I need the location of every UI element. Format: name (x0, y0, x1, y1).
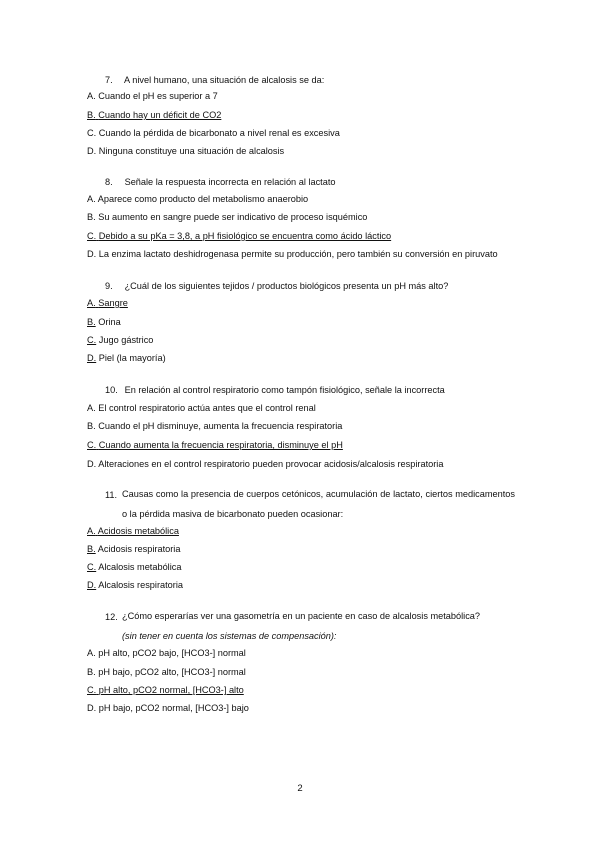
question-text: Señale la respuesta incorrecta en relación al lactato (124, 177, 336, 187)
question-text: En relación al control respiratorio como tampón fisiológico, señale la incorrecta (124, 385, 445, 395)
question-number: 10. (105, 385, 118, 395)
option-8b (87, 208, 527, 226)
option-letter: B. (87, 212, 96, 222)
option-text: Cuando el pH disminuye, aumenta la frecuencia respiratoria (98, 421, 343, 431)
option-letter: A. (87, 526, 96, 536)
option-7b (87, 106, 527, 124)
option-text: Cuando hay un déficit de CO2 (98, 110, 222, 120)
question-11 (105, 485, 515, 524)
option-11c (87, 558, 527, 576)
option-text: Jugo gástrico (98, 335, 154, 345)
page-number: 2 (297, 783, 303, 794)
option-letter: D. (87, 703, 97, 713)
option-letter: B. (87, 317, 96, 327)
question-10 (105, 380, 515, 400)
option-letter: C. (87, 562, 97, 572)
option-letter: D. (87, 580, 97, 590)
question-number: 11. (105, 490, 118, 500)
question-number: 7. (105, 75, 113, 85)
option-text: pH bajo, pCO2 alto, [HCO3-] normal (98, 667, 246, 677)
option-letter: D. (87, 459, 97, 469)
option-letter: B. (87, 544, 96, 554)
option-10a (87, 399, 527, 417)
option-8a (87, 190, 527, 208)
option-9b (87, 313, 527, 331)
option-text: pH alto, pCO2 bajo, [HCO3-] normal (98, 648, 246, 658)
question-text: Causas como la presencia de cuerpos cetónicos, acumulación de lactato, ciertos medicamentos o la pérdida masiva de bicarbonato pueden ocasionar: (122, 489, 515, 519)
option-letter: A. (87, 648, 96, 658)
option-text: La enzima lactato deshidrogenasa permite su producción, pero también su conversión en piruvato (98, 249, 498, 259)
option-letter: C. (87, 128, 97, 138)
option-12a (87, 644, 527, 662)
option-12b (87, 663, 527, 681)
option-text: Piel (la mayoría) (98, 353, 166, 363)
question-9 (105, 276, 515, 296)
question-text: A nivel humano, una situación de alcalosis se da: (124, 75, 325, 85)
option-letter: B. (87, 110, 96, 120)
option-text: Cuando la pérdida de bicarbonato a nivel renal es excesiva (98, 128, 340, 138)
option-letter: C. (87, 685, 97, 695)
option-text: pH alto, pCO2 normal, [HCO3-] alto (98, 685, 244, 695)
option-text: Orina (98, 317, 121, 327)
option-letter: A. (87, 194, 96, 204)
option-7c (87, 124, 527, 142)
question-number: 8. (105, 177, 113, 187)
option-letter: B. (87, 667, 96, 677)
option-9c (87, 331, 527, 349)
option-11a (87, 522, 527, 540)
option-text: Alcalosis metabólica (98, 562, 182, 572)
option-letter: C. (87, 335, 97, 345)
option-11b (87, 540, 527, 558)
option-7a (87, 87, 527, 105)
question-subtext: (sin tener en cuenta los sistemas de compensación): (122, 630, 337, 641)
option-7d (87, 142, 527, 160)
option-9d (87, 349, 527, 367)
option-letter: A. (87, 91, 96, 101)
option-8c (87, 227, 527, 245)
option-text: Ninguna constituye una situación de alcalosis (98, 146, 285, 156)
question-12 (105, 607, 515, 646)
option-letter: C. (87, 231, 97, 241)
option-text: Acidosis metabólica (97, 526, 179, 536)
option-10c (87, 436, 527, 454)
option-letter: C. (87, 440, 97, 450)
option-text: El control respiratorio actúa antes que el control renal (98, 403, 316, 413)
option-text: pH bajo, pCO2 normal, [HCO3-] bajo (98, 703, 249, 713)
option-10b (87, 417, 527, 435)
option-text: Cuando aumenta la frecuencia respiratoria, disminuye el pH (98, 440, 343, 450)
question-text: ¿Cómo esperarías ver una gasometría en un paciente en caso de alcalosis metabólica? (122, 611, 481, 621)
option-text: Debido a su pKa = 3,8, a pH fisiológico se encuentra como ácido láctico (98, 231, 392, 241)
option-11d (87, 576, 527, 594)
option-10d (87, 455, 527, 473)
option-12c (87, 681, 527, 699)
option-text: Acidosis respiratoria (97, 544, 181, 554)
option-9a (87, 294, 527, 312)
option-text: Alcalosis respiratoria (98, 580, 183, 590)
question-number: 9. (105, 281, 113, 291)
option-letter: B. (87, 421, 96, 431)
option-text: Cuando el pH es superior a 7 (98, 91, 218, 101)
option-8d (87, 245, 527, 263)
option-letter: D. (87, 353, 97, 363)
question-8 (105, 172, 515, 192)
option-letter: D. (87, 146, 97, 156)
option-letter: A. (87, 403, 96, 413)
option-text: Su aumento en sangre puede ser indicativo de proceso isquémico (98, 212, 368, 222)
option-12d (87, 699, 527, 717)
question-number: 12. (105, 612, 118, 622)
option-letter: A. (87, 298, 96, 308)
option-text: Aparece como producto del metabolismo anaerobio (97, 194, 309, 204)
option-text: Alteraciones en el control respiratorio pueden provocar acidosis/alcalosis respiratoria (98, 459, 444, 469)
question-text: ¿Cuál de los siguientes tejidos / productos biológicos presenta un pH más alto? (124, 281, 449, 291)
option-text: Sangre (98, 298, 128, 308)
option-letter: D. (87, 249, 97, 259)
